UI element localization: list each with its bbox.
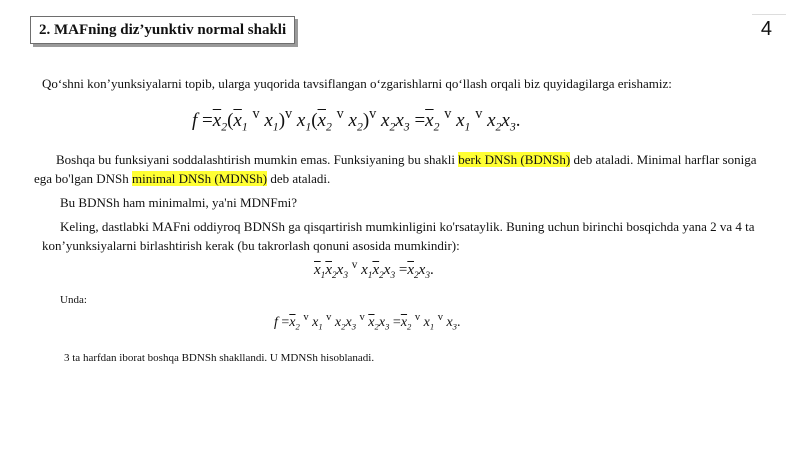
intro-paragraph: Qo‘shni kon’yunksiyalarni topib, ularga yuqorida tavsiflangan o‘zgarishlarni qo‘llash orqali biz quyidagilarga erishamiz: <box>42 76 672 91</box>
question-text: Bu BDNSh ham minimalmi, ya'ni MDNFmi? <box>60 195 298 210</box>
unda-label: Unda: <box>60 294 87 306</box>
conclusion-text: 3 ta harfdan iborat boshqa BDNSh shakllandi. U MDNSh hisoblanadi. <box>64 352 375 364</box>
slide-title: 2. MAFning diz’yunktiv normal shakli <box>30 16 295 44</box>
explanation-paragraph: Keling, dastlabki MAFni oddiyroq BDNSh ga qisqartirish mumkinligini ko'rsataylik. Buning uchun birinchi bosqichda yana 2 va 4 ta kon’yunksiyalarni birlashtirish kerak (bu takrorlash qonuni asosida mumkindir): <box>42 219 755 253</box>
formula-repetition: $\overline{x}_1\overline{x}_2x_3$ $^v$ $x_1\overline{x}_2x_3 =\overline{x}_2x_3$. <box>314 259 434 282</box>
page-number: 4 <box>760 18 772 40</box>
formula-result: $f =\overline{x}_2$ $^v$ $x_1$ $^v$ $x_2x_3$ $^v$ $\overline{x}_2x_3 =\overline{x}_2$ $^v$ $x_1$ $^v$ $x_3$. <box>274 312 461 332</box>
highlight-minimal-dnsh: minimal DNSh (MDNSh) <box>132 171 268 186</box>
formula-main: $f =\overline{x}_2(\overline{x}_1$ $^v$ $x_1)^v$ $x_1(\overline{x}_2$ $^v$ $x_2)^v$ $x_2x_3 =\overline{x}_2$ $^v$ $x_1$ $^v$ $x_2x_3$. <box>192 106 521 134</box>
header-divider <box>752 14 786 15</box>
definition-text-2: deb ataladi. Minimal harflar soniga ega bo'lgan DNSh <box>34 152 757 186</box>
highlight-berk-dnsh: berk DNSh (BDNSh) <box>458 152 571 167</box>
definition-paragraph <box>34 150 774 188</box>
definition-text-3: deb ataladi. <box>267 171 331 186</box>
definition-text-1: Boshqa bu funksiyani soddalashtirish mumkin emas. Funksiyaning bu shakli <box>56 152 459 167</box>
